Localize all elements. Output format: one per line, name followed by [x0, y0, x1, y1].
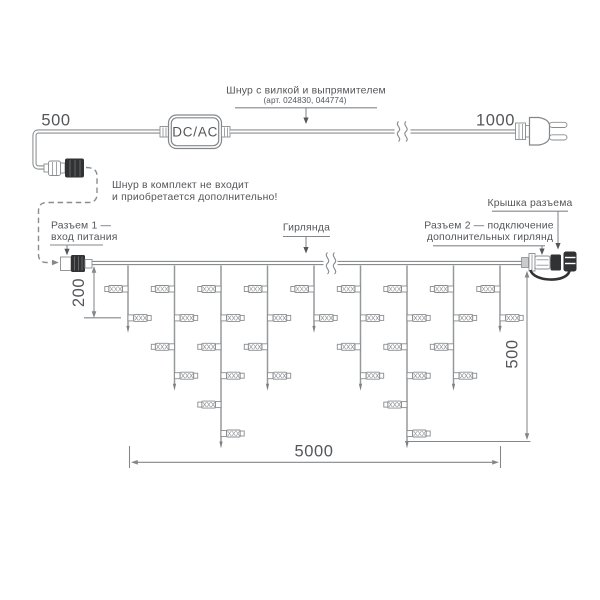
- bulb: [500, 314, 523, 321]
- power-plug: [516, 118, 568, 146]
- height-dimension: 500: [503, 339, 522, 369]
- bulb: [198, 401, 221, 408]
- icicle-strands: [105, 266, 523, 449]
- bulb: [361, 372, 384, 379]
- bulb: [454, 314, 477, 321]
- dc-ac-adapter: [160, 115, 230, 149]
- bulb: [337, 286, 360, 293]
- icicle-strand: [244, 266, 290, 391]
- cord-right: [230, 122, 516, 142]
- icicle-strand: [105, 266, 151, 333]
- bulb: [361, 314, 384, 321]
- icicle-strand: [151, 266, 197, 391]
- connector2-label-callout: [424, 221, 553, 256]
- plug-prong: [550, 122, 568, 127]
- connector-cap: [564, 252, 577, 272]
- bulb: [291, 286, 314, 293]
- bulb: [384, 343, 407, 350]
- bulb: [477, 286, 500, 293]
- icicle-strand: [291, 266, 337, 333]
- garland-label: Гирлянда: [282, 222, 331, 234]
- bulb: [337, 343, 360, 350]
- bulb: [198, 286, 221, 293]
- dashed-arrowhead: [52, 260, 59, 266]
- garland-wire-break: [324, 253, 338, 275]
- cord-right-dimension: 1000: [475, 111, 516, 130]
- length-dimension: 5000: [294, 442, 334, 461]
- note-line1: Шнур в комплект не входит: [112, 180, 249, 191]
- bulb: [244, 343, 267, 350]
- icicle-strand: [384, 266, 430, 449]
- plug-prong: [550, 135, 568, 140]
- cord-left-dimension: 500: [41, 111, 71, 130]
- note-text: [112, 180, 278, 203]
- connector2-label-line2: дополнительных гирлянд: [426, 232, 554, 243]
- cord-break-mark: [397, 122, 399, 142]
- bulb: [175, 314, 198, 321]
- connector2-label-line1: Разъем 2 — подключение: [424, 220, 554, 232]
- icicle-strand: [430, 266, 476, 391]
- bulb: [268, 372, 291, 379]
- bulb: [221, 372, 244, 379]
- bulb: [384, 286, 407, 293]
- cord-label: Шнур с вилкой и выпрямителем: [226, 85, 386, 97]
- icicle-strand: [198, 266, 244, 449]
- cap-label: Крышка разъема: [487, 198, 573, 209]
- bulb: [221, 430, 244, 437]
- bulb: [268, 314, 291, 321]
- bulb: [151, 286, 174, 293]
- connector-2: [551, 255, 562, 271]
- note-line2: и приобретается дополнительно!: [112, 192, 278, 203]
- bulb: [105, 286, 128, 293]
- connector-1: [61, 255, 93, 272]
- bulb: [407, 430, 430, 437]
- bulb: [175, 372, 198, 379]
- cord-label-callout: [226, 86, 386, 125]
- bulb: [430, 286, 453, 293]
- cap-tether: [531, 270, 570, 280]
- bulb: [384, 401, 407, 408]
- cord-break-mark: [405, 122, 407, 142]
- connector-2-assembly: [522, 252, 577, 280]
- adapter-label: DC/AC: [172, 124, 219, 140]
- connector1-label-line1: Разъем 1 —: [51, 220, 112, 232]
- bulb: [198, 343, 221, 350]
- bulb: [221, 314, 244, 321]
- garland-label-callout: [283, 223, 330, 254]
- icicle-strand: [477, 266, 523, 333]
- bulb: [407, 314, 430, 321]
- garland-section: [50, 198, 577, 468]
- dimension-height-500: [405, 271, 531, 442]
- bulb: [128, 314, 151, 321]
- bulb: [244, 286, 267, 293]
- connector1-label-line2: вход питания: [51, 232, 118, 243]
- bulb: [454, 372, 477, 379]
- bulb: [314, 314, 337, 321]
- cord-label-sub: (арт. 024830, 044774): [263, 96, 347, 105]
- bulb: [430, 343, 453, 350]
- bulb: [407, 372, 430, 379]
- bulb: [151, 343, 174, 350]
- icicle-strand: [337, 266, 383, 391]
- connector1-label-callout: [50, 221, 118, 256]
- power-connector-socket: [44, 159, 84, 178]
- drop-dimension: 200: [70, 277, 88, 308]
- dimension-length-5000: [130, 443, 501, 469]
